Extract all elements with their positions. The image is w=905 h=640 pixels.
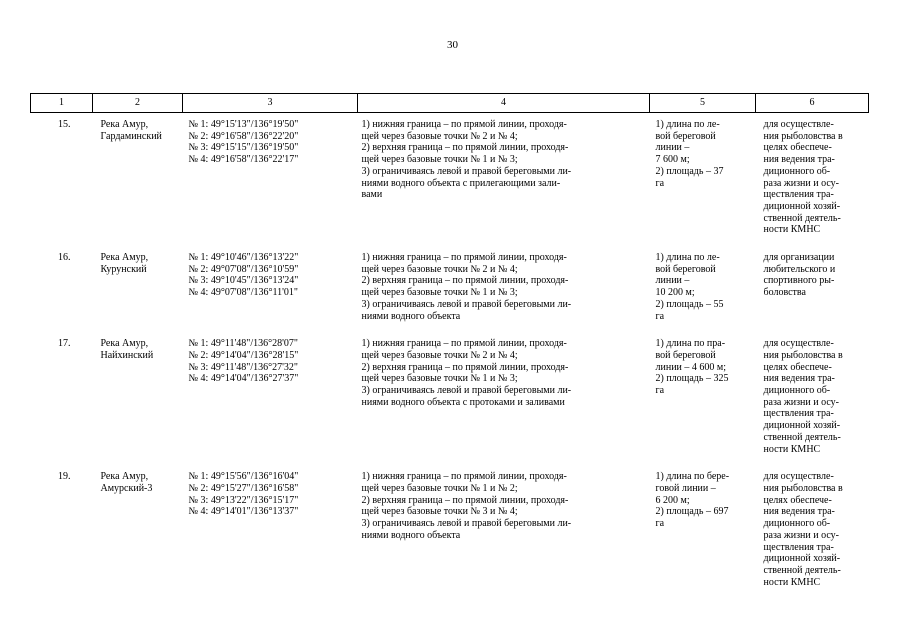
column-header: 6 [756, 94, 869, 113]
column-header: 2 [93, 94, 183, 113]
usage-purpose-line: раза жизни и осу- [763, 529, 839, 541]
usage-purpose-line: любительского и [763, 263, 836, 275]
area-parameters-line: 2) площадь – 325 [655, 373, 729, 385]
boundary-description-line: щей через базовые точки № 1 и № 3; [361, 373, 518, 385]
coordinates-cell-line: № 3: 49°15'15"/136°19'50" [188, 142, 299, 154]
boundary-description-line: 1) нижняя граница – по прямой линии, проходя- [361, 338, 567, 350]
boundary-description [358, 113, 650, 247]
table-body [31, 113, 869, 599]
usage-purpose [756, 332, 869, 465]
boundary-description-line: 2) верхняя граница – по прямой линии, проходя- [361, 275, 569, 287]
column-header: 5 [650, 94, 756, 113]
area-parameters [650, 332, 756, 465]
coordinates-cell-line: № 1: 49°15'56"/136°16'04" [188, 471, 299, 483]
usage-purpose-line: ния ведения тра- [763, 154, 835, 166]
column-header: 3 [183, 94, 358, 113]
area-parameters-line: 1) длина по пра- [655, 338, 726, 350]
area-parameters-line: линии – [655, 142, 690, 154]
coordinates-cell-line: № 2: 49°07'08"/136°10'59" [188, 263, 299, 275]
boundary-description [358, 332, 650, 465]
area-parameters-line: га [655, 310, 665, 322]
usage-purpose-line: ния рыболовства в [763, 130, 843, 142]
area-parameters-line: говой линии – [655, 482, 716, 494]
usage-purpose-line: ния ведения тра- [763, 506, 835, 518]
water-body-name-line: Река Амур, [100, 119, 149, 130]
usage-purpose [756, 465, 869, 598]
area-parameters-line: вой береговой [655, 130, 716, 142]
area-parameters-line: 1) длина по бере- [655, 471, 730, 483]
water-body-name-line: Найхинский [100, 349, 154, 361]
boundary-description-line: щей через базовые точки № 1 и № 3; [361, 154, 518, 166]
usage-purpose-line: ния ведения тра- [763, 373, 835, 385]
table-row [31, 332, 869, 465]
table-row [31, 113, 869, 247]
usage-purpose-line: ния рыболовства в [763, 349, 843, 361]
boundary-description-line: ниями водного объекта с протоками и заливами [361, 396, 565, 408]
column-number-row [31, 94, 869, 113]
coordinates-cell [183, 246, 358, 332]
boundary-description-line: вами [361, 189, 383, 201]
usage-purpose [756, 113, 869, 247]
area-parameters [650, 465, 756, 598]
area-parameters-line: 7 600 м; [655, 154, 690, 166]
column-header: 4 [358, 94, 650, 113]
usage-purpose-line: ности КМНС [763, 443, 821, 455]
area-parameters-line: вой береговой [655, 263, 716, 275]
coordinates-cell-line: № 2: 49°14'04"/136°28'15" [188, 349, 299, 361]
boundary-description-line: щей через базовые точки № 3 и № 4; [361, 506, 518, 518]
table-row [31, 246, 869, 332]
usage-purpose-line: ственной деятель- [763, 212, 841, 224]
water-body-name-line: Курунский [100, 263, 147, 275]
boundary-description-line: ниями водного объекта [361, 529, 461, 541]
usage-purpose-line: ществления тра- [763, 541, 834, 553]
area-parameters-line: 1) длина по ле- [655, 119, 720, 130]
usage-purpose-line: для организации [763, 252, 835, 264]
row-number: 16. [58, 252, 71, 264]
boundary-description-line: щей через базовые точки № 1 и № 3; [361, 287, 518, 299]
coordinates-cell-line: № 4: 49°14'04"/136°27'37" [188, 373, 299, 385]
usage-purpose-line: диционной хозяй- [763, 200, 841, 212]
usage-purpose-line: боловства [763, 287, 806, 299]
boundary-description [358, 465, 650, 598]
boundary-description-line: щей через базовые точки № 2 и № 4; [361, 349, 518, 361]
usage-purpose-line: ности КМНС [763, 576, 821, 588]
area-parameters [650, 246, 756, 332]
water-body-name [93, 332, 183, 465]
area-parameters-line: 2) площадь – 37 [655, 165, 724, 177]
water-body-name-line: Река Амур, [100, 252, 149, 264]
usage-purpose-line: спортивного ры- [763, 275, 835, 287]
coordinates-cell-line: № 1: 49°11'48"/136°28'07" [188, 338, 298, 350]
row-number: 15. [58, 119, 71, 130]
boundary-description-line: 3) ограничиваясь левой и правой береговыми ли- [361, 298, 572, 310]
usage-purpose-line: диционного об- [763, 165, 831, 177]
coordinates-cell-line: № 3: 49°13'22"/136°15'17" [188, 494, 299, 506]
boundary-description-line: 2) верхняя граница – по прямой линии, проходя- [361, 142, 569, 154]
area-parameters-line: 2) площадь – 697 [655, 506, 729, 518]
usage-purpose-line: раза жизни и осу- [763, 396, 839, 408]
boundary-description-line: 3) ограничиваясь левой и правой береговыми ли- [361, 385, 572, 397]
boundary-description-line: 3) ограничиваясь левой и правой береговыми ли- [361, 518, 572, 530]
row-number: 17. [58, 338, 71, 350]
boundary-description-line: щей через базовые точки № 2 и № 4; [361, 130, 518, 142]
water-body-name-line: Амурский-3 [100, 482, 153, 494]
coordinates-cell-line: № 1: 49°15'13"/136°19'50" [188, 119, 299, 130]
boundary-description-line: 1) нижняя граница – по прямой линии, проходя- [361, 471, 567, 483]
water-body-name-line: Гардаминский [100, 130, 162, 142]
boundary-description-line: ниями водного объекта [361, 310, 461, 322]
area-parameters-line: 1) длина по ле- [655, 252, 720, 264]
area-parameters-line: 10 200 м; [655, 287, 695, 299]
page-number: 30 [447, 39, 458, 51]
area-parameters-line: 2) площадь – 55 [655, 298, 724, 310]
coordinates-cell-line: № 2: 49°16'58"/136°22'20" [188, 130, 299, 142]
boundary-description-line: щей через базовые точки № 2 и № 4; [361, 263, 518, 275]
water-body-name [93, 465, 183, 598]
area-parameters [650, 113, 756, 247]
area-parameters-line: га [655, 177, 665, 189]
usage-purpose-line: ности КМНС [763, 224, 821, 236]
area-parameters-line: вой береговой [655, 349, 716, 361]
usage-purpose-line: ственной деятель- [763, 431, 841, 443]
usage-purpose-line: диционного об- [763, 385, 831, 397]
row-number: 19. [58, 471, 71, 483]
usage-purpose-line: ственной деятель- [763, 564, 841, 576]
boundary-description-line: 1) нижняя граница – по прямой линии, проходя- [361, 252, 567, 264]
coordinates-cell-line: № 3: 49°10'45"/136°13'24" [188, 275, 299, 287]
coordinates-cell-line: № 4: 49°16'58"/136°22'17" [188, 154, 299, 166]
usage-purpose-line: целях обеспече- [763, 361, 832, 373]
usage-purpose-line: диционного об- [763, 518, 831, 530]
usage-purpose-line: целях обеспече- [763, 494, 832, 506]
coordinates-cell [183, 113, 358, 247]
usage-purpose-line: диционной хозяй- [763, 553, 841, 565]
coordinates-cell [183, 465, 358, 598]
boundary-description-line: 1) нижняя граница – по прямой линии, проходя- [361, 119, 567, 130]
boundary-description-line: щей через базовые точки № 1 и № 2; [361, 482, 518, 494]
usage-purpose-line: раза жизни и осу- [763, 177, 839, 189]
usage-purpose-line: для осуществле- [763, 471, 834, 483]
coordinates-cell-line: № 4: 49°14'01"/136°13'37" [188, 506, 299, 518]
usage-purpose-line: целях обеспече- [763, 142, 832, 154]
boundary-description-line: 3) ограничиваясь левой и правой береговыми ли- [361, 165, 572, 177]
area-parameters-line: линии – 4 600 м; [655, 361, 727, 373]
area-parameters-line: га [655, 385, 665, 397]
usage-purpose-line: ществления тра- [763, 189, 834, 201]
usage-purpose-line: ществления тра- [763, 408, 834, 420]
table-row [31, 465, 869, 598]
boundary-description-line: ниями водного объекта с прилегающими зали- [361, 177, 561, 189]
boundary-description-line: 2) верхняя граница – по прямой линии, проходя- [361, 494, 569, 506]
coordinates-cell [183, 332, 358, 465]
column-header: 1 [31, 94, 93, 113]
usage-purpose-line: ния рыболовства в [763, 482, 843, 494]
boundary-description-line: 2) верхняя граница – по прямой линии, проходя- [361, 361, 569, 373]
fishing-areas-table [30, 93, 869, 598]
usage-purpose-line: диционной хозяй- [763, 420, 841, 432]
area-parameters-line: га [655, 518, 665, 530]
usage-purpose-line: для осуществле- [763, 119, 834, 130]
water-body-name [93, 113, 183, 247]
water-body-name [93, 246, 183, 332]
area-parameters-line: линии – [655, 275, 690, 287]
boundary-description [358, 246, 650, 332]
water-body-name-line: Река Амур, [100, 471, 149, 483]
coordinates-cell-line: № 3: 49°11'48"/136°27'32" [188, 361, 298, 373]
usage-purpose [756, 246, 869, 332]
water-body-name-line: Река Амур, [100, 338, 149, 350]
area-parameters-line: 6 200 м; [655, 494, 690, 506]
coordinates-cell-line: № 2: 49°15'27"/136°16'58" [188, 482, 299, 494]
coordinates-cell-line: № 4: 49°07'08"/136°11'01" [188, 287, 298, 299]
coordinates-cell-line: № 1: 49°10'46"/136°13'22" [188, 252, 299, 264]
usage-purpose-line: для осуществле- [763, 338, 834, 350]
